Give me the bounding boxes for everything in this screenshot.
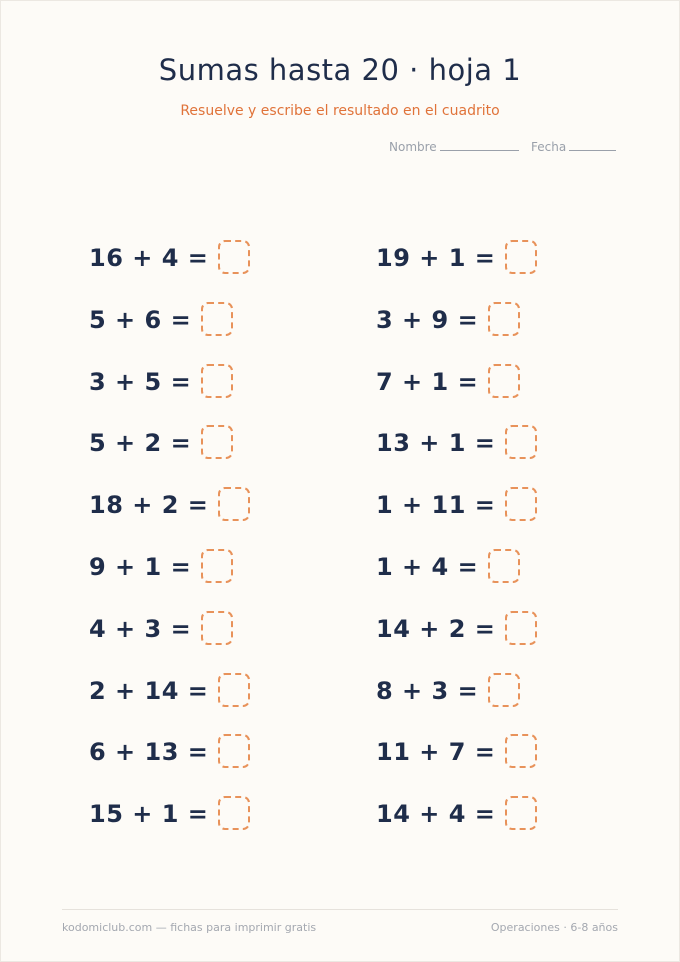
answer-box[interactable]: [201, 549, 233, 583]
problem-expression: 13 + 1 =: [376, 429, 496, 457]
answer-box[interactable]: [218, 240, 250, 274]
problem-row: [89, 609, 289, 649]
problem-expression: 11 + 7 =: [376, 738, 496, 766]
problem-row: [89, 362, 289, 402]
problem-expression: 3 + 9 =: [376, 306, 479, 334]
problem-row: [376, 732, 576, 772]
problem-expression: 18 + 2 =: [89, 491, 209, 519]
problem-row: [89, 485, 289, 525]
name-blank-line: [440, 140, 519, 151]
problem-expression: 2 + 14 =: [89, 677, 209, 705]
problem-expression: 1 + 4 =: [376, 553, 479, 581]
problem-expression: 6 + 13 =: [89, 738, 209, 766]
problem-expression: 4 + 3 =: [89, 615, 192, 643]
problem-row: [376, 609, 576, 649]
footer-divider: [62, 909, 618, 910]
problem-row: [376, 300, 576, 340]
answer-box[interactable]: [218, 673, 250, 707]
answer-box[interactable]: [488, 549, 520, 583]
problem-expression: 15 + 1 =: [89, 800, 209, 828]
problem-row: [89, 794, 289, 834]
problem-row: [376, 794, 576, 834]
footer-website: kodomiclub.com — fichas para imprimir gratis: [62, 921, 317, 934]
problem-row: [376, 238, 576, 278]
answer-box[interactable]: [488, 673, 520, 707]
answer-box[interactable]: [201, 425, 233, 459]
problem-row: [89, 238, 289, 278]
problem-row: [376, 671, 576, 711]
problem-expression: 8 + 3 =: [376, 677, 479, 705]
problem-row: [89, 547, 289, 587]
problem-row: [376, 485, 576, 525]
answer-box[interactable]: [201, 611, 233, 645]
answer-box[interactable]: [218, 487, 250, 521]
problem-expression: 14 + 4 =: [376, 800, 496, 828]
answer-box[interactable]: [505, 796, 537, 830]
problem-row: [376, 547, 576, 587]
problem-expression: 5 + 6 =: [89, 306, 192, 334]
answer-box[interactable]: [488, 302, 520, 336]
name-field: [389, 140, 519, 154]
name-label: Nombre: [389, 140, 437, 154]
answer-box[interactable]: [505, 487, 537, 521]
problem-expression: 16 + 4 =: [89, 244, 209, 272]
answer-box[interactable]: [201, 364, 233, 398]
problem-row: [376, 362, 576, 402]
date-label: Fecha: [531, 140, 567, 154]
date-blank-line: [569, 140, 616, 151]
problem-row: [89, 300, 289, 340]
answer-box[interactable]: [218, 796, 250, 830]
problem-expression: 14 + 2 =: [376, 615, 496, 643]
problem-row: [89, 732, 289, 772]
problem-expression: 9 + 1 =: [89, 553, 192, 581]
answer-box[interactable]: [505, 611, 537, 645]
answer-box[interactable]: [505, 425, 537, 459]
problem-expression: 7 + 1 =: [376, 368, 479, 396]
problem-row: [376, 423, 576, 463]
problem-expression: 5 + 2 =: [89, 429, 192, 457]
footer-category: Operaciones · 6-8 años: [490, 921, 618, 934]
answer-box[interactable]: [218, 734, 250, 768]
answer-box[interactable]: [505, 240, 537, 274]
answer-box[interactable]: [201, 302, 233, 336]
problem-expression: 19 + 1 =: [376, 244, 496, 272]
answer-box[interactable]: [505, 734, 537, 768]
problem-row: [89, 671, 289, 711]
problem-expression: 3 + 5 =: [89, 368, 192, 396]
problem-expression: 1 + 11 =: [376, 491, 496, 519]
page-title: Sumas hasta 20 · hoja 1: [158, 53, 522, 87]
date-field: [531, 140, 616, 154]
problem-row: [89, 423, 289, 463]
answer-box[interactable]: [488, 364, 520, 398]
page-subtitle: Resuelve y escribe el resultado en el cuadrito: [180, 103, 500, 119]
